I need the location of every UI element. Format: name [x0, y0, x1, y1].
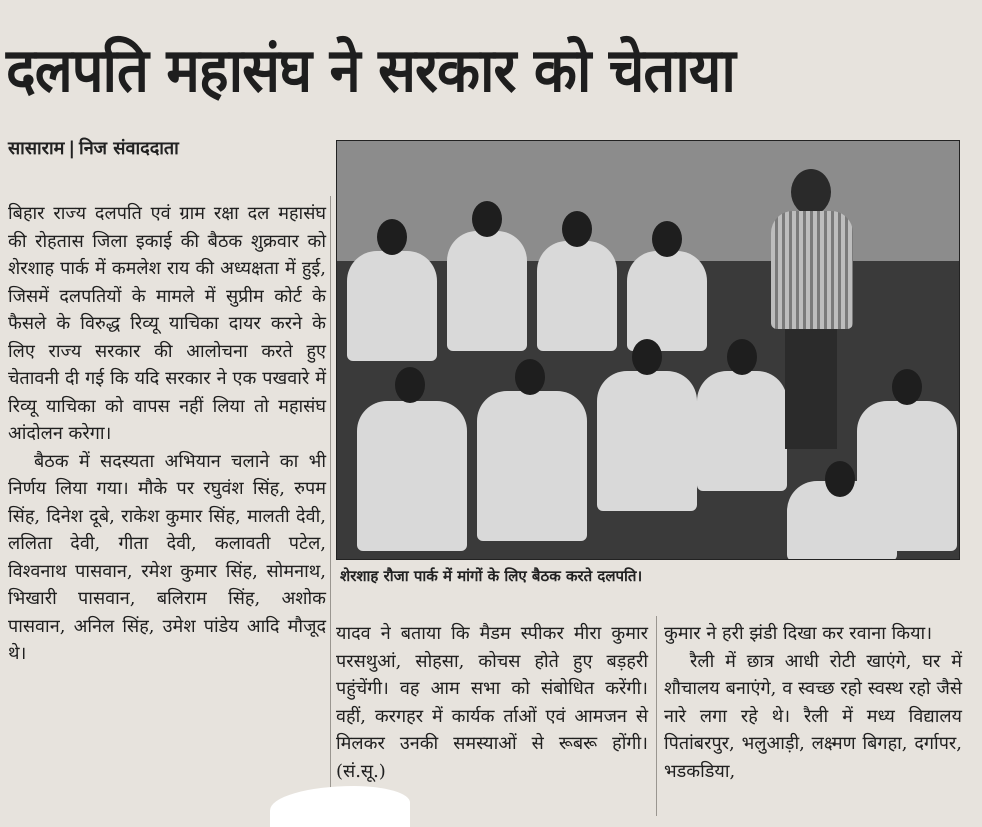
- column-3-paragraph-2: रैली में छात्र आधी रोटी खाएंगे, घर में शौचालय बनाएंगे, व स्वच्छ रहो स्वस्थ रहो जैसे नारे लगा रहे थे। रैली में मध्य विद्यालय पितांबरपुर, भलुआड़ी, लक्ष्मण बिगहा, दर्गापर, भडकडिया,: [664, 650, 962, 782]
- speaker-head: [791, 169, 831, 215]
- photo-person: [627, 251, 707, 351]
- dateline-place: सासाराम: [8, 138, 65, 159]
- photo-person-head: [652, 221, 682, 257]
- photo-person-head: [632, 339, 662, 375]
- photo-person: [537, 241, 617, 351]
- dateline-separator: |: [68, 138, 76, 159]
- photo-person: [347, 251, 437, 361]
- column-2-paragraph-1: यादव ने बताया कि मैडम स्पीकर मीरा कुमार परसथुआं, सोहसा, कोचस होते हुए बड़हरी पहुंचेंगी। वह आम सभा को संबोधित करेंगी। वहीं, करगहर में कार्यक र्ताओं एवं आमजन से मिलकर उनकी समस्याओं से रूबरू होंगी। (सं.सू.): [336, 623, 648, 782]
- column-1-paragraph-1: बिहार राज्य दलपति एवं ग्राम रक्षा दल महासंघ की रोहतास जिला इकाई की बैठक शुक्रवार को शेरशाह पार्क में कमलेश राय की अध्यक्षता में हुई, जिसमें दलपतियों के मामले में सुप्रीम कोर्ट के फैसले के विरुद्ध रिव्यू याचिका दायर करने के लिए राज्य सरकार की आलोचना करते हुए चेतावनी दी गई कि यदि सरकार ने एक पखवारे में रिव्यू याचिका को वापस नहीं लिया तो महासंघ आंदोलन करेगा।: [8, 203, 326, 444]
- speaker-trousers: [785, 329, 837, 449]
- photo-person-head: [727, 339, 757, 375]
- photo-standing-speaker: [765, 169, 859, 449]
- meeting-photo: [336, 140, 960, 560]
- torn-edge: [270, 786, 410, 827]
- column-1: [8, 200, 326, 668]
- speaker-striped-shirt: [771, 211, 853, 329]
- photo-person: [477, 391, 587, 541]
- column-divider: [656, 616, 657, 816]
- photo-caption: शेरशाह रौजा पार्क में मांगों के लिए बैठक करते दलपति।: [340, 567, 643, 585]
- photo-person: [597, 371, 697, 511]
- column-2: [336, 620, 648, 785]
- photo-person: [357, 401, 467, 551]
- photo-person: [447, 231, 527, 351]
- column-3-paragraph-1: कुमार ने हरी झंडी दिखा कर रवाना किया।: [664, 623, 933, 644]
- photo-person-head: [515, 359, 545, 395]
- photo-person-head: [472, 201, 502, 237]
- photo-background-trees: [337, 141, 959, 261]
- photo-person-head: [395, 367, 425, 403]
- dateline-source: निज संवाददाता: [79, 138, 179, 159]
- headline: दलपति महासंघ ने सरकार को चेताया: [6, 35, 735, 107]
- dateline: [8, 136, 179, 160]
- photo-person-head: [377, 219, 407, 255]
- column-1-paragraph-2: बैठक में सदस्यता अभियान चलाने का भी निर्णय लिया गया। मौके पर रघुवंश सिंह, रुपम सिंह, दिनेश दूबे, राकेश कुमार सिंह, मालती देवी, ललिता देवी, गीता देवी, कलावती पटेल, विश्वनाथ पासवान, रमेश कुमार सिंह, सोमनाथ, भिखारी पासवान, बलिराम सिंह, अशोक पासवान, अनिल सिंह, उमेश पांडेय आदि मौजूद थे।: [8, 450, 326, 664]
- column-divider: [330, 196, 331, 796]
- photo-person-head: [825, 461, 855, 497]
- photo-person-head: [562, 211, 592, 247]
- column-3: [664, 620, 962, 785]
- photo-person-head: [892, 369, 922, 405]
